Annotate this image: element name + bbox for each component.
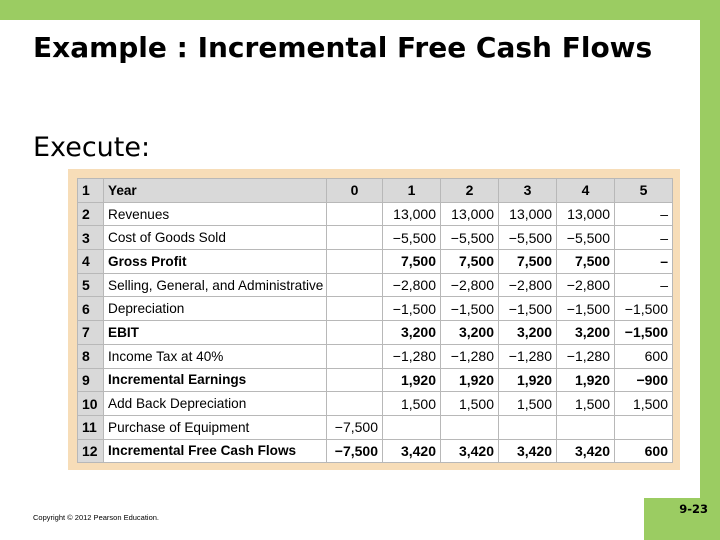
value-cell: 3,420 (383, 439, 441, 463)
value-cell: 13,000 (383, 202, 441, 226)
year-header-cell: 2 (441, 179, 499, 203)
value-cell: −5,500 (441, 226, 499, 250)
value-cell: 13,000 (441, 202, 499, 226)
value-cell: −1,280 (499, 344, 557, 368)
value-cell: −1,500 (557, 297, 615, 321)
value-cell: −1,500 (383, 297, 441, 321)
value-cell: −7,500 (327, 415, 383, 439)
value-cell: 3,420 (499, 439, 557, 463)
row-label-cell: Gross Profit (104, 250, 327, 274)
table-header-row (78, 179, 673, 203)
table-row (78, 202, 673, 226)
row-label-cell: Depreciation (104, 297, 327, 321)
value-cell: −5,500 (557, 226, 615, 250)
value-cell: – (615, 226, 673, 250)
page-number-text: 9-23 (679, 502, 708, 516)
row-label-cell: Income Tax at 40% (104, 344, 327, 368)
value-cell: 7,500 (557, 250, 615, 274)
value-cell: 1,500 (499, 392, 557, 416)
value-cell: – (615, 273, 673, 297)
value-cell (327, 392, 383, 416)
year-header-cell: 4 (557, 179, 615, 203)
row-number-cell: 8 (78, 344, 104, 368)
table-row (78, 368, 673, 392)
free-cash-flow-table (77, 178, 673, 463)
table-frame (68, 169, 680, 470)
year-header-cell: 0 (327, 179, 383, 203)
value-cell (383, 415, 441, 439)
row-number-cell: 4 (78, 250, 104, 274)
value-cell: −2,800 (499, 273, 557, 297)
copyright-notice: Copyright © 2012 Pearson Education. (33, 513, 160, 522)
value-cell (327, 202, 383, 226)
value-cell: 3,200 (441, 321, 499, 345)
value-cell: −1,500 (615, 321, 673, 345)
row-number-cell: 9 (78, 368, 104, 392)
value-cell: −2,800 (441, 273, 499, 297)
table-row (78, 415, 673, 439)
table-row (78, 297, 673, 321)
value-cell: −7,500 (327, 439, 383, 463)
value-cell: 3,200 (557, 321, 615, 345)
value-cell (327, 368, 383, 392)
row-number-cell: 11 (78, 415, 104, 439)
value-cell: −2,800 (557, 273, 615, 297)
value-cell (499, 415, 557, 439)
value-cell: – (615, 202, 673, 226)
value-cell (327, 250, 383, 274)
value-cell (441, 415, 499, 439)
value-cell: 1,920 (557, 368, 615, 392)
value-cell: −5,500 (383, 226, 441, 250)
value-cell: −1,500 (615, 297, 673, 321)
table-body (78, 179, 673, 463)
value-cell: 600 (615, 344, 673, 368)
value-cell (327, 297, 383, 321)
value-cell: −1,280 (441, 344, 499, 368)
value-cell: 3,420 (441, 439, 499, 463)
value-cell: 13,000 (499, 202, 557, 226)
row-number-cell: 12 (78, 439, 104, 463)
value-cell: 7,500 (441, 250, 499, 274)
value-cell (615, 415, 673, 439)
top-accent-bar (0, 0, 720, 20)
value-cell: 1,920 (383, 368, 441, 392)
table-row (78, 250, 673, 274)
row-label-cell: Add Back Depreciation (104, 392, 327, 416)
value-cell: 3,200 (499, 321, 557, 345)
value-cell: 3,200 (383, 321, 441, 345)
value-cell: −1,280 (383, 344, 441, 368)
table-row (78, 321, 673, 345)
value-cell: 7,500 (499, 250, 557, 274)
value-cell: −1,280 (557, 344, 615, 368)
table-row (78, 439, 673, 463)
value-cell: 1,500 (615, 392, 673, 416)
value-cell: 1,500 (441, 392, 499, 416)
row-label-cell: Incremental Earnings (104, 368, 327, 392)
header-label-cell: Year (104, 179, 327, 203)
year-header-cell: 1 (383, 179, 441, 203)
value-cell: 3,420 (557, 439, 615, 463)
table-row (78, 392, 673, 416)
row-number-cell: 6 (78, 297, 104, 321)
row-label-cell: Incremental Free Cash Flows (104, 439, 327, 463)
table-row (78, 226, 673, 250)
value-cell: −1,500 (441, 297, 499, 321)
table-row (78, 273, 673, 297)
value-cell: −900 (615, 368, 673, 392)
page-number (644, 498, 708, 540)
value-cell: −2,800 (383, 273, 441, 297)
value-cell: −1,500 (499, 297, 557, 321)
value-cell: −5,500 (499, 226, 557, 250)
row-label-cell: Cost of Goods Sold (104, 226, 327, 250)
value-cell: 1,920 (499, 368, 557, 392)
row-number-cell: 3 (78, 226, 104, 250)
value-cell: 1,920 (441, 368, 499, 392)
value-cell (327, 226, 383, 250)
row-label-cell: Revenues (104, 202, 327, 226)
value-cell: 13,000 (557, 202, 615, 226)
value-cell: 7,500 (383, 250, 441, 274)
value-cell: 1,500 (383, 392, 441, 416)
value-cell (327, 273, 383, 297)
value-cell: 600 (615, 439, 673, 463)
row-label-cell: EBIT (104, 321, 327, 345)
row-number-cell: 7 (78, 321, 104, 345)
right-accent-bar (700, 20, 720, 498)
row-number-cell: 2 (78, 202, 104, 226)
row-number-cell: 10 (78, 392, 104, 416)
table-row (78, 344, 673, 368)
value-cell: – (615, 250, 673, 274)
value-cell: 1,500 (557, 392, 615, 416)
value-cell (327, 321, 383, 345)
row-label-cell: Selling, General, and Administrative (104, 273, 327, 297)
page-number-box (644, 498, 720, 540)
year-header-cell: 3 (499, 179, 557, 203)
row-label-cell: Purchase of Equipment (104, 415, 327, 439)
value-cell (557, 415, 615, 439)
row-number-cell: 1 (78, 179, 104, 203)
year-header-cell: 5 (615, 179, 673, 203)
value-cell (327, 344, 383, 368)
row-number-cell: 5 (78, 273, 104, 297)
slide-subheading: Execute: (33, 132, 151, 163)
slide-title: Example : Incremental Free Cash Flows (33, 31, 653, 64)
